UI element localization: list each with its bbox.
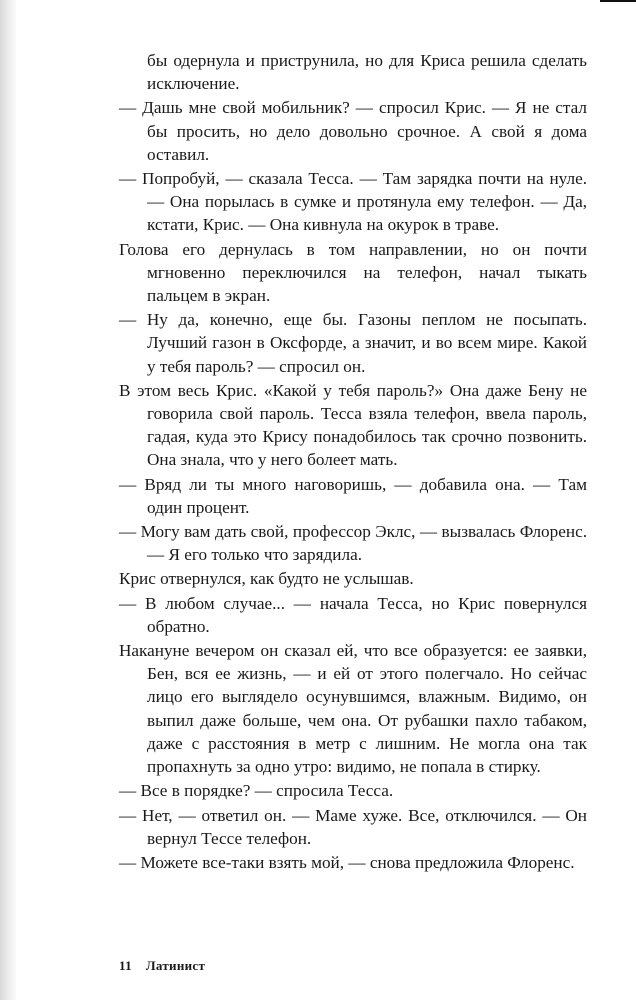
dialogue-line: — Можете все-таки взять мой, — снова предложила Флоренс. — [119, 852, 575, 872]
dialogue-line: — Нет, — ответил он. — Маме хуже. Все, отключился. — Он вернул Тессе телефон. — [119, 805, 587, 848]
paragraph: В этом весь Крис. «Какой у тебя пароль?» Она даже Бену не говорила свой пароль. Тесса взяла телефон, ввела пароль, гадая, куда это Крису понадобилось так срочно позвонить. Она знала, что у него болеет мать. — [119, 380, 587, 470]
dialogue-line: — Все в порядке? — спросила Тесса. — [119, 781, 394, 801]
top-edge-rule — [600, 0, 636, 2]
dialogue-line: — Вряд ли ты много наговоришь, — добавила она. — Там один процент. — [119, 474, 587, 517]
dialogue-line: — В любом случае... — начала Тесса, но Крис повернулся обратно. — [119, 593, 587, 636]
paragraph: Крис отвернулся, как будто не услышав. — [119, 569, 414, 589]
dialogue-line: — Попробуй, — сказала Тесса. — Там зарядка почти на нуле. — Она порылась в сумке и протянула ему телефон. — Да, кстати, Крис. — Она кивнула на окурок в траве. — [119, 169, 587, 235]
page-body — [119, 49, 587, 875]
running-title: Латинист — [145, 958, 206, 973]
page-footer — [119, 958, 205, 974]
paragraph: бы одернула и приструнила, но для Криса решила сделать исключение. — [147, 51, 587, 94]
dialogue-line: — Могу вам дать свой, профессор Эклс, — вызвалась Флоренс. — Я его только что зарядила. — [119, 522, 587, 565]
page-gutter-shadow — [0, 0, 16, 1000]
paragraph: Накануне вечером он сказал ей, что все образуется: ее заявки, Бен, вся ее жизнь, — и ей от этого полегчало. Но сейчас лицо его выглядело осунувшимся, влажным. Видимо, он выпил даже больше, чем она. От рубашки пахло табаком, даже с расстояния в метр с лишним. Не могла она так пропахнуть за одно утро: видимо, не попала в стирку. — [119, 641, 587, 777]
page-number: 11 — [119, 958, 132, 973]
dialogue-line: — Ну да, конечно, еще бы. Газоны пеплом не посыпать. Лучший газон в Оксфорде, а значит, и во всем мире. Какой у тебя пароль? — спросил он. — [119, 310, 587, 376]
paragraph: Голова его дернулась в том направлении, но он почти мгновенно переключился на телефон, начал тыкать пальцем в экран. — [119, 239, 587, 306]
dialogue-line: — Дашь мне свой мобильник? — спросил Крис. — Я не стал бы просить, но дело довольно срочное. А свой я дома оставил. — [119, 98, 587, 164]
